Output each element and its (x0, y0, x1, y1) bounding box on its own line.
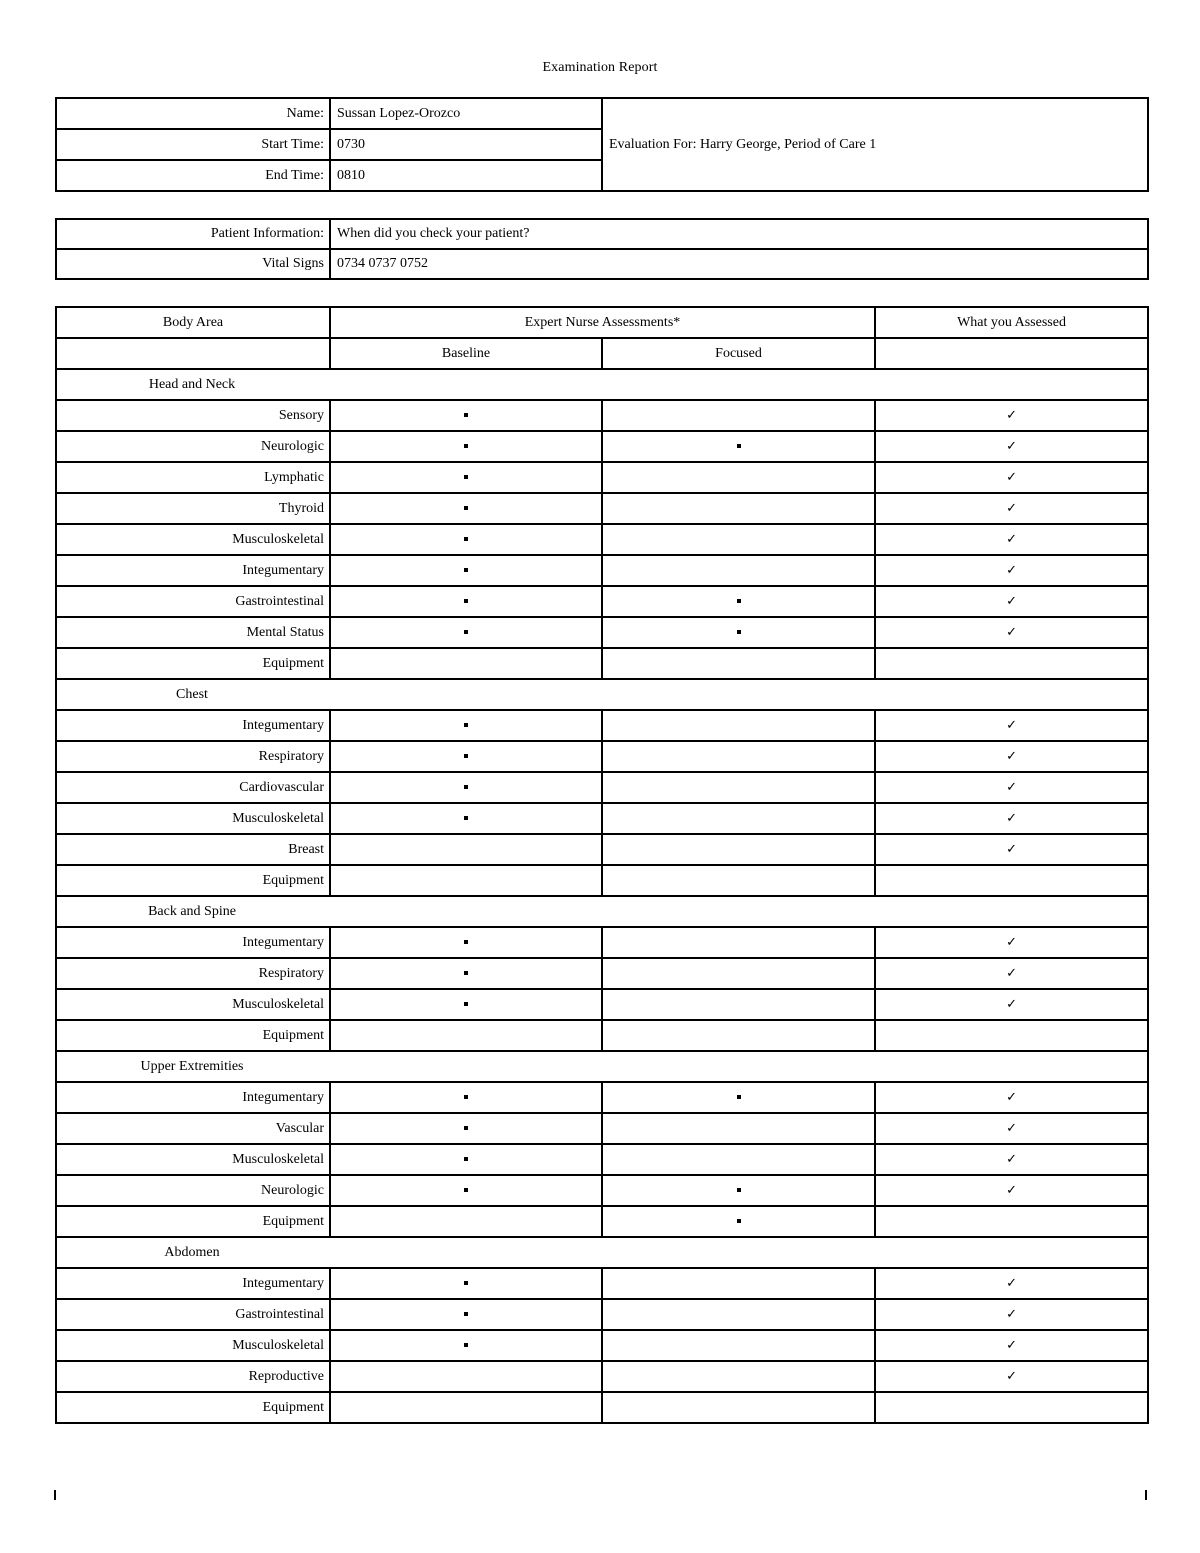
focused-cell (602, 710, 875, 741)
body-area-label: Respiratory (56, 741, 330, 772)
baseline-cell (330, 1206, 602, 1237)
patient-info-row (56, 219, 1148, 249)
assessment-table (55, 306, 1149, 1424)
col-baseline: Baseline (330, 338, 602, 369)
section-cell (56, 679, 1148, 710)
section-row (56, 896, 1148, 927)
baseline-cell (330, 710, 602, 741)
table-row (56, 741, 1148, 772)
checkmark-icon: ✓ (1006, 1337, 1017, 1353)
checkmark-icon: ✓ (1006, 748, 1017, 764)
checkmark-icon: ✓ (1006, 500, 1017, 516)
assessed-cell (875, 555, 1148, 586)
table-continuation-line (1145, 1490, 1147, 1500)
baseline-cell (330, 1361, 602, 1392)
checkmark-icon: ✓ (1006, 1151, 1017, 1167)
body-area-label: Vascular (56, 1113, 330, 1144)
body-area-label: Equipment (56, 1392, 330, 1423)
baseline-cell (330, 555, 602, 586)
section-row (56, 679, 1148, 710)
table-row (56, 431, 1148, 462)
focused-cell (602, 1082, 875, 1113)
table-row (56, 1299, 1148, 1330)
end-time-label: End Time: (56, 160, 330, 191)
body-area-label: Integumentary (56, 710, 330, 741)
checkmark-icon: ✓ (1006, 779, 1017, 795)
body-area-label: Gastrointestinal (56, 1299, 330, 1330)
body-area-label: Breast (56, 834, 330, 865)
focused-cell (602, 1392, 875, 1423)
table-row (56, 1175, 1148, 1206)
table-row (56, 648, 1148, 679)
baseline-cell (330, 431, 602, 462)
col-body-area: Body Area (56, 307, 330, 338)
checkmark-icon: ✓ (1006, 438, 1017, 454)
body-area-label: Integumentary (56, 1268, 330, 1299)
table-header-row (56, 307, 1148, 338)
vital-signs-row (56, 249, 1148, 279)
header-table (55, 97, 1149, 192)
table-row (56, 1020, 1148, 1051)
focused-cell (602, 1113, 875, 1144)
checkmark-icon: ✓ (1006, 810, 1017, 826)
checkmark-icon: ✓ (1006, 1120, 1017, 1136)
bullet-icon (464, 630, 468, 634)
section-row (56, 1237, 1148, 1268)
checkmark-icon: ✓ (1006, 1368, 1017, 1384)
patient-info-label: Patient Information: (56, 219, 330, 249)
checkmark-icon: ✓ (1006, 1275, 1017, 1291)
bullet-icon (464, 1312, 468, 1316)
baseline-cell (330, 493, 602, 524)
name-row (56, 98, 1148, 129)
focused-cell (602, 493, 875, 524)
assessed-cell (875, 865, 1148, 896)
assessed-cell (875, 1113, 1148, 1144)
checkmark-icon: ✓ (1006, 407, 1017, 423)
section-cell (56, 1237, 1148, 1268)
table-row (56, 710, 1148, 741)
assessed-cell (875, 648, 1148, 679)
bullet-icon (464, 568, 468, 572)
body-area-label: Sensory (56, 400, 330, 431)
name-value: Sussan Lopez-Orozco (330, 98, 602, 129)
checkmark-icon: ✓ (1006, 562, 1017, 578)
baseline-cell (330, 927, 602, 958)
bullet-icon (737, 630, 741, 634)
bullet-icon (464, 537, 468, 541)
body-area-label: Musculoskeletal (56, 989, 330, 1020)
body-area-label: Equipment (56, 1206, 330, 1237)
body-area-label: Equipment (56, 865, 330, 896)
assessed-cell (875, 1361, 1148, 1392)
bullet-icon (464, 1343, 468, 1347)
assessed-cell (875, 1268, 1148, 1299)
col-expert-nurse: Expert Nurse Assessments* (330, 307, 875, 338)
focused-cell (602, 958, 875, 989)
baseline-cell (330, 958, 602, 989)
table-row (56, 555, 1148, 586)
section-cell (56, 1051, 1148, 1082)
bullet-icon (737, 1095, 741, 1099)
bullet-icon (464, 1281, 468, 1285)
bullet-icon (737, 1219, 741, 1223)
baseline-cell (330, 648, 602, 679)
section-row (56, 369, 1148, 400)
baseline-cell (330, 462, 602, 493)
assessed-cell (875, 803, 1148, 834)
assessed-cell (875, 493, 1148, 524)
bullet-icon (464, 1188, 468, 1192)
body-area-label: Musculoskeletal (56, 1330, 330, 1361)
start-time-value: 0730 (330, 129, 602, 160)
baseline-cell (330, 586, 602, 617)
assessed-cell (875, 1392, 1148, 1423)
end-time-value: 0810 (330, 160, 602, 191)
checkmark-icon: ✓ (1006, 624, 1017, 640)
bullet-icon (464, 785, 468, 789)
section-cell (56, 896, 1148, 927)
col-focused: Focused (602, 338, 875, 369)
bullet-icon (464, 723, 468, 727)
focused-cell (602, 927, 875, 958)
bullet-icon (464, 506, 468, 510)
table-row (56, 493, 1148, 524)
body-area-label: Equipment (56, 1020, 330, 1051)
baseline-cell (330, 1082, 602, 1113)
body-area-label: Neurologic (56, 431, 330, 462)
section-label: Head and Neck (148, 376, 236, 392)
table-row (56, 989, 1148, 1020)
body-area-label: Respiratory (56, 958, 330, 989)
vital-signs-value: 0734 0737 0752 (330, 249, 1148, 279)
bullet-icon (464, 971, 468, 975)
section-label: Chest (176, 686, 208, 702)
assessed-cell (875, 400, 1148, 431)
section-label: Abdomen (164, 1244, 220, 1260)
assessed-cell (875, 1144, 1148, 1175)
baseline-cell (330, 989, 602, 1020)
baseline-cell (330, 400, 602, 431)
body-area-label: Cardiovascular (56, 772, 330, 803)
body-area-label: Neurologic (56, 1175, 330, 1206)
table-row (56, 834, 1148, 865)
baseline-cell (330, 1144, 602, 1175)
table-row (56, 1330, 1148, 1361)
subheader-empty (56, 338, 330, 369)
assessed-cell (875, 524, 1148, 555)
focused-cell (602, 586, 875, 617)
checkmark-icon: ✓ (1006, 469, 1017, 485)
assessed-cell (875, 1082, 1148, 1113)
table-row (56, 400, 1148, 431)
assessed-cell (875, 772, 1148, 803)
focused-cell (602, 772, 875, 803)
body-area-label: Thyroid (56, 493, 330, 524)
table-row (56, 1361, 1148, 1392)
col-what-you-assessed: What you Assessed (875, 307, 1148, 338)
bullet-icon (464, 599, 468, 603)
assessed-cell (875, 617, 1148, 648)
table-row (56, 617, 1148, 648)
bullet-icon (464, 816, 468, 820)
table-row (56, 586, 1148, 617)
focused-cell (602, 1144, 875, 1175)
table-row (56, 1113, 1148, 1144)
focused-cell (602, 1020, 875, 1051)
focused-cell (602, 865, 875, 896)
body-area-label: Mental Status (56, 617, 330, 648)
checkmark-icon: ✓ (1006, 934, 1017, 950)
bullet-icon (464, 1002, 468, 1006)
section-label: Back and Spine (148, 903, 236, 919)
table-row (56, 462, 1148, 493)
bullet-icon (737, 1188, 741, 1192)
body-area-label: Integumentary (56, 927, 330, 958)
baseline-cell (330, 1330, 602, 1361)
table-continuation-line (54, 1490, 56, 1500)
page-title: Examination Report (542, 60, 658, 75)
table-row (56, 524, 1148, 555)
assessed-cell (875, 958, 1148, 989)
focused-cell (602, 1299, 875, 1330)
checkmark-icon: ✓ (1006, 531, 1017, 547)
table-row (56, 958, 1148, 989)
assessed-cell (875, 462, 1148, 493)
assessed-cell (875, 586, 1148, 617)
body-area-label: Musculoskeletal (56, 803, 330, 834)
checkmark-icon: ✓ (1006, 1306, 1017, 1322)
focused-cell (602, 617, 875, 648)
assessed-cell (875, 1330, 1148, 1361)
body-area-label: Integumentary (56, 555, 330, 586)
focused-cell (602, 400, 875, 431)
table-row (56, 1082, 1148, 1113)
assessed-cell (875, 710, 1148, 741)
assessed-cell (875, 431, 1148, 462)
baseline-cell (330, 1268, 602, 1299)
body-area-label: Musculoskeletal (56, 524, 330, 555)
focused-cell (602, 741, 875, 772)
checkmark-icon: ✓ (1006, 717, 1017, 733)
checkmark-icon: ✓ (1006, 996, 1017, 1012)
section-row (56, 1051, 1148, 1082)
focused-cell (602, 1268, 875, 1299)
bullet-icon (464, 1095, 468, 1099)
assessed-cell (875, 1206, 1148, 1237)
focused-cell (602, 989, 875, 1020)
body-area-label: Gastrointestinal (56, 586, 330, 617)
subheader-empty (875, 338, 1148, 369)
bullet-icon (464, 475, 468, 479)
focused-cell (602, 1175, 875, 1206)
baseline-cell (330, 1175, 602, 1206)
baseline-cell (330, 772, 602, 803)
assessed-cell (875, 989, 1148, 1020)
vital-signs-label: Vital Signs (56, 249, 330, 279)
bullet-icon (464, 413, 468, 417)
assessed-cell (875, 741, 1148, 772)
checkmark-icon: ✓ (1006, 593, 1017, 609)
focused-cell (602, 462, 875, 493)
baseline-cell (330, 1020, 602, 1051)
baseline-cell (330, 1299, 602, 1330)
baseline-cell (330, 865, 602, 896)
baseline-cell (330, 1113, 602, 1144)
focused-cell (602, 1206, 875, 1237)
bullet-icon (464, 444, 468, 448)
checkmark-icon: ✓ (1006, 1089, 1017, 1105)
table-row (56, 927, 1148, 958)
start-time-label: Start Time: (56, 129, 330, 160)
checkmark-icon: ✓ (1006, 965, 1017, 981)
checkmark-icon: ✓ (1006, 1182, 1017, 1198)
baseline-cell (330, 803, 602, 834)
body-area-label: Reproductive (56, 1361, 330, 1392)
body-area-label: Integumentary (56, 1082, 330, 1113)
focused-cell (602, 648, 875, 679)
evaluation-for: Evaluation For: Harry George, Period of Care 1 (602, 98, 1148, 191)
baseline-cell (330, 834, 602, 865)
assessment-body (56, 369, 1148, 1423)
body-area-label: Musculoskeletal (56, 1144, 330, 1175)
baseline-cell (330, 524, 602, 555)
table-row (56, 865, 1148, 896)
bullet-icon (464, 1126, 468, 1130)
table-row (56, 1206, 1148, 1237)
table-subheader-row (56, 338, 1148, 369)
table-row (56, 1392, 1148, 1423)
table-row (56, 1144, 1148, 1175)
focused-cell (602, 555, 875, 586)
baseline-cell (330, 617, 602, 648)
table-row (56, 772, 1148, 803)
patient-info-value: When did you check your patient? (330, 219, 1148, 249)
focused-cell (602, 1330, 875, 1361)
assessed-cell (875, 1020, 1148, 1051)
section-cell (56, 369, 1148, 400)
body-area-label: Lymphatic (56, 462, 330, 493)
body-area-label: Equipment (56, 648, 330, 679)
name-label: Name: (56, 98, 330, 129)
checkmark-icon: ✓ (1006, 841, 1017, 857)
bullet-icon (464, 754, 468, 758)
focused-cell (602, 834, 875, 865)
baseline-cell (330, 741, 602, 772)
bullet-icon (737, 599, 741, 603)
assessed-cell (875, 927, 1148, 958)
assessed-cell (875, 834, 1148, 865)
assessed-cell (875, 1299, 1148, 1330)
focused-cell (602, 1361, 875, 1392)
table-row (56, 1268, 1148, 1299)
focused-cell (602, 524, 875, 555)
focused-cell (602, 803, 875, 834)
focused-cell (602, 431, 875, 462)
bullet-icon (464, 940, 468, 944)
baseline-cell (330, 1392, 602, 1423)
patient-table (55, 218, 1149, 280)
section-label: Upper Extremities (140, 1058, 244, 1074)
bullet-icon (737, 444, 741, 448)
assessed-cell (875, 1175, 1148, 1206)
bullet-icon (464, 1157, 468, 1161)
table-row (56, 803, 1148, 834)
